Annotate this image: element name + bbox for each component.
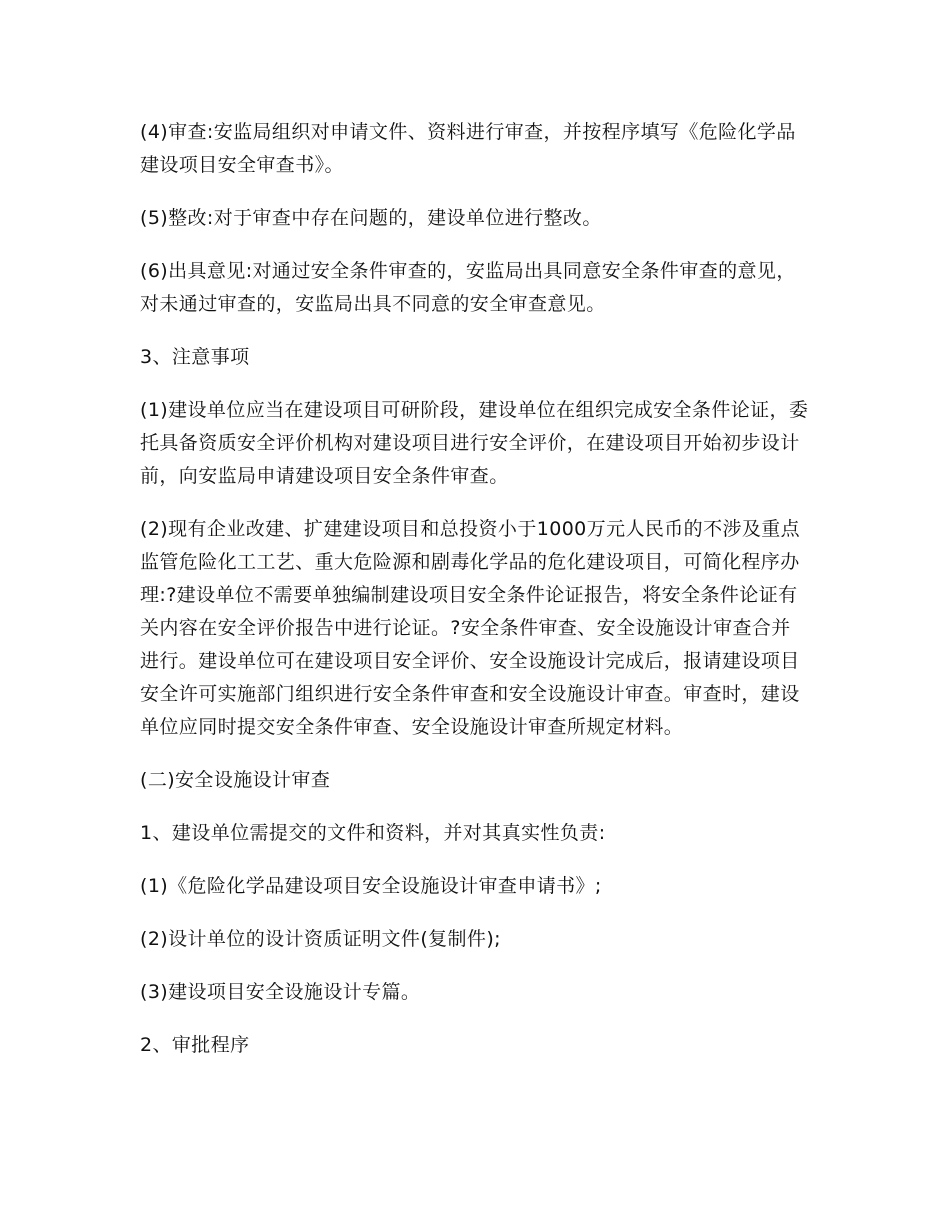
section-heading-required-documents: 1、建设单位需提交的文件和资料，并对其真实性负责: — [140, 822, 606, 844]
paragraph-opinion-step: (6)出具意见:对通过安全条件审查的，安监局出具同意安全条件审查的意见，对未通过审查的，安监局出具不同意的安全审查意见。 — [140, 260, 796, 315]
list-item-design-chapter: (3)建设项目安全设施设计专篇。 — [140, 981, 421, 1003]
paragraph-note-2: (2)现有企业改建、扩建建设项目和总投资小于1000万元人民币的不涉及重点监管危险化工工艺、重大危险源和剧毒化学品的危化建设项目，可简化程序办理:?建设单位不需要单独编制建设项目安全条件论证报告，将安全条件论证有关内容在安全评价报告中进行论证。?安全条件审查、安全设施设计审查合并进行。建设单位可在建设项目安全评价、安全设施设计完成后，报请建设项目安全许可实施部门组织进行安全条件审查和安全设施设计审查。审查时，建设单位应同时提交安全条件审查、安全设施设计审查所规定材料。 — [140, 518, 801, 738]
paragraph-rectification-step: (5)整改:对于审查中存在问题的，建设单位进行整改。 — [140, 207, 602, 229]
section-heading-design-review: (二)安全设施设计审查 — [140, 769, 331, 791]
list-item-qualification: (2)设计单位的设计资质证明文件(复制件); — [140, 928, 501, 950]
document-body — [140, 116, 810, 1082]
paragraph-note-1: (1)建设单位应当在建设项目可研阶段，建设单位在组织完成安全条件论证，委托具备资质安全评价机构对建设项目进行安全评价，在建设项目开始初步设计前，向安监局申请建设项目安全条件审查。 — [140, 399, 809, 487]
section-heading-notes: 3、注意事项 — [140, 346, 250, 368]
paragraph-review-step: (4)审查:安监局组织对申请文件、资料进行审查，并按程序填写《危险化学品建设项目安全审查书》。 — [140, 121, 796, 176]
list-item-application: (1)《危险化学品建设项目安全设施设计审查申请书》; — [140, 875, 602, 897]
section-heading-approval-procedure: 2、审批程序 — [140, 1034, 250, 1056]
